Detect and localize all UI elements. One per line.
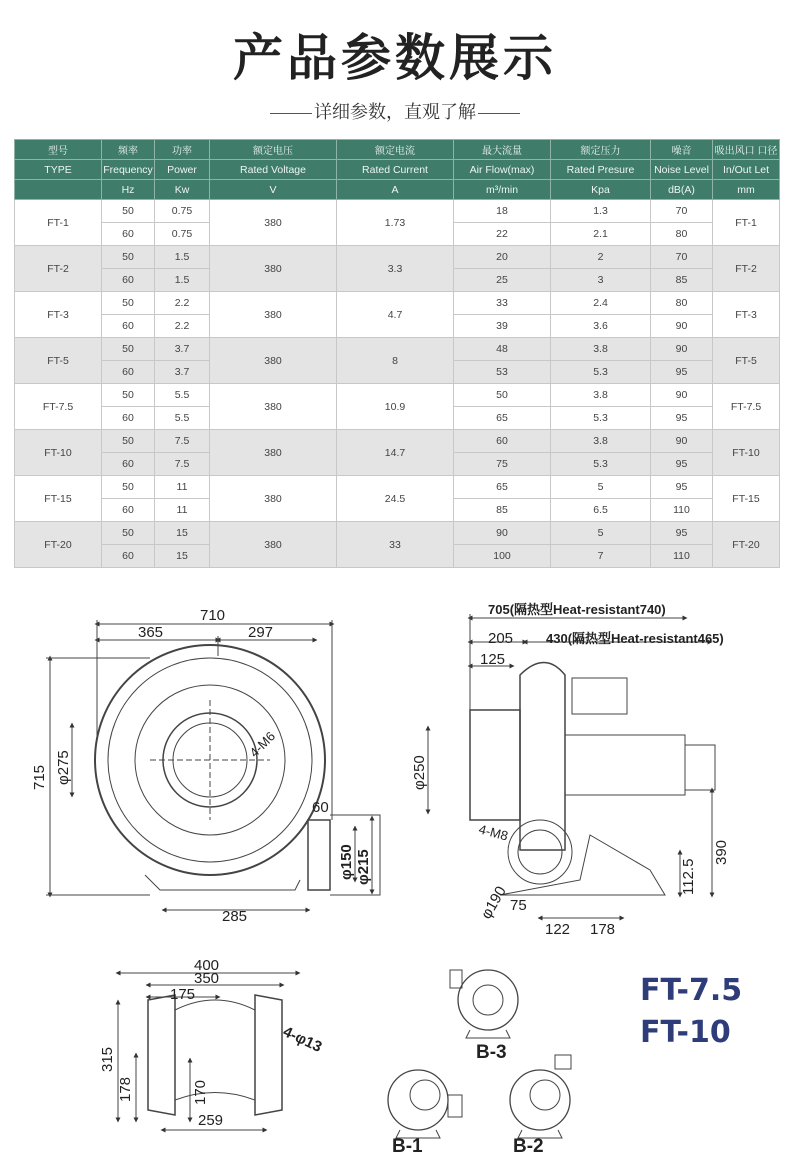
power-cell: 7.5 — [155, 430, 210, 453]
noise-cell: 95 — [651, 361, 713, 384]
spec-table-body — [15, 200, 780, 568]
power-cell: 2.2 — [155, 292, 210, 315]
noise-cell: 95 — [651, 476, 713, 499]
voltage-cell: 380 — [210, 384, 337, 430]
dim-inlet-diameter-side: φ190 — [477, 883, 510, 922]
noise-cell: 90 — [651, 338, 713, 361]
dim-base-bolt: 4-φ13 — [280, 1023, 325, 1056]
dim-hole-spacing: 259 — [198, 1112, 224, 1129]
pressure-cell: 3 — [551, 269, 651, 292]
power-cell: 5.5 — [155, 407, 210, 430]
dim-75: 75 — [510, 897, 527, 914]
header-row-en-cell: In/Out Let — [713, 160, 780, 180]
noise-cell: 95 — [651, 453, 713, 476]
airflow-cell: 25 — [454, 269, 551, 292]
power-cell: 3.7 — [155, 338, 210, 361]
voltage-cell: 380 — [210, 200, 337, 246]
frequency-cell: 50 — [102, 522, 155, 545]
dim-205: 205 — [488, 630, 514, 647]
current-cell: 4.7 — [337, 292, 454, 338]
noise-cell: 90 — [651, 430, 713, 453]
dim-outlet-length: 60 — [312, 799, 329, 816]
airflow-cell: 100 — [454, 545, 551, 568]
noise-cell: 80 — [651, 223, 713, 246]
dim-total-length: 705(隔热型Heat-resistant740) — [488, 602, 666, 617]
spec-table — [14, 139, 780, 568]
frequency-cell: 60 — [102, 269, 155, 292]
frequency-cell: 60 — [102, 223, 155, 246]
dim-right-width: 297 — [248, 624, 274, 641]
airflow-cell: 60 — [454, 430, 551, 453]
power-cell: 15 — [155, 522, 210, 545]
power-cell: 5.5 — [155, 384, 210, 407]
model-type-cell: FT-3 — [15, 292, 102, 338]
header-row-en-cell: Rated Voltage — [210, 160, 337, 180]
header-row-en-cell: Frequency — [102, 160, 155, 180]
dim-overall-width: 710 — [200, 607, 226, 624]
power-cell: 0.75 — [155, 223, 210, 246]
noise-cell: 85 — [651, 269, 713, 292]
outlet-cell: FT-5 — [713, 338, 780, 384]
airflow-cell: 48 — [454, 338, 551, 361]
header-row-cn-cell: 噪音 — [651, 140, 713, 160]
header-row-cn — [15, 140, 780, 160]
model-type-cell: FT-1 — [15, 200, 102, 246]
pressure-cell: 5.3 — [551, 453, 651, 476]
dim-outlet-outer: φ215 — [355, 849, 372, 885]
page-title: 产品参数展示 — [233, 29, 557, 87]
airflow-cell: 90 — [454, 522, 551, 545]
dim-bolt-side: 4-M8 — [477, 821, 510, 844]
pressure-cell: 5 — [551, 476, 651, 499]
noise-cell: 70 — [651, 246, 713, 269]
noise-cell: 70 — [651, 200, 713, 223]
frequency-cell: 60 — [102, 499, 155, 522]
pressure-cell: 2 — [551, 246, 651, 269]
power-cell: 11 — [155, 476, 210, 499]
header-row-en-cell: Air Flow(max) — [454, 160, 551, 180]
pressure-cell: 1.3 — [551, 200, 651, 223]
table-row — [15, 338, 780, 361]
airflow-cell: 50 — [454, 384, 551, 407]
outlet-cell: FT-15 — [713, 476, 780, 522]
dim-outlet-inner: φ150 — [338, 844, 355, 880]
header-row-en-cell: Noise Level — [651, 160, 713, 180]
airflow-cell: 75 — [454, 453, 551, 476]
noise-cell: 95 — [651, 522, 713, 545]
dim-122: 122 — [545, 921, 571, 938]
power-cell: 15 — [155, 545, 210, 568]
frequency-cell: 50 — [102, 338, 155, 361]
header-row-units-cell: Kpa — [551, 180, 651, 200]
noise-cell: 90 — [651, 315, 713, 338]
orientation-b3-drawing — [450, 970, 518, 1038]
pressure-cell: 7 — [551, 545, 651, 568]
airflow-cell: 85 — [454, 499, 551, 522]
header-row-units-cell: Kw — [155, 180, 210, 200]
airflow-cell: 65 — [454, 407, 551, 430]
noise-cell: 110 — [651, 499, 713, 522]
header-row-cn-cell: 最大流量 — [454, 140, 551, 160]
voltage-cell: 380 — [210, 246, 337, 292]
header-row-cn-cell: 吸出风口 口径 — [713, 140, 780, 160]
airflow-cell: 53 — [454, 361, 551, 384]
pressure-cell: 2.1 — [551, 223, 651, 246]
frequency-cell: 60 — [102, 361, 155, 384]
subtitle-dash-right — [478, 113, 520, 114]
header-row-cn-cell: 频率 — [102, 140, 155, 160]
header-row-cn-cell: 额定电流 — [337, 140, 454, 160]
header-row-units-cell: mm — [713, 180, 780, 200]
airflow-cell: 65 — [454, 476, 551, 499]
frequency-cell: 50 — [102, 292, 155, 315]
header-row-en-cell: TYPE — [15, 160, 102, 180]
dim-outlet-diameter-side: φ250 — [411, 755, 428, 790]
dim-bolt-front: 4-M6 — [246, 728, 279, 761]
header-row-cn-cell: 型号 — [15, 140, 102, 160]
current-cell: 24.5 — [337, 476, 454, 522]
dim-base-height: 315 — [99, 1046, 116, 1072]
frequency-cell: 50 — [102, 200, 155, 223]
power-cell: 1.5 — [155, 246, 210, 269]
orientation-label-b2: B-2 — [513, 1136, 544, 1157]
model-type-cell: FT-20 — [15, 522, 102, 568]
header-row-units-cell: m³/min — [454, 180, 551, 200]
airflow-cell: 18 — [454, 200, 551, 223]
model-label-ft75: FT-7.5 — [640, 973, 743, 1008]
header-row-cn-cell: 额定电压 — [210, 140, 337, 160]
table-row — [15, 430, 780, 453]
airflow-cell: 22 — [454, 223, 551, 246]
power-cell: 11 — [155, 499, 210, 522]
subtitle-dash-left — [270, 113, 312, 114]
pressure-cell: 3.8 — [551, 384, 651, 407]
table-row — [15, 522, 780, 545]
current-cell: 10.9 — [337, 384, 454, 430]
frequency-cell: 60 — [102, 407, 155, 430]
power-cell: 2.2 — [155, 315, 210, 338]
model-type-cell: FT-10 — [15, 430, 102, 476]
airflow-cell: 33 — [454, 292, 551, 315]
voltage-cell: 380 — [210, 476, 337, 522]
dim-base-mid: 350 — [194, 970, 220, 987]
power-cell: 1.5 — [155, 269, 210, 292]
model-type-cell: FT-5 — [15, 338, 102, 384]
frequency-cell: 50 — [102, 246, 155, 269]
header-row-units-cell: A — [337, 180, 454, 200]
voltage-cell: 380 — [210, 292, 337, 338]
header-row-en-cell: Rated Presure — [551, 160, 651, 180]
header-row-units-cell: dB(A) — [651, 180, 713, 200]
pressure-cell: 2.4 — [551, 292, 651, 315]
model-label-ft10: FT-10 — [640, 1015, 731, 1050]
table-row — [15, 384, 780, 407]
dim-base-inner-height: 178 — [117, 1076, 134, 1102]
dim-inlet-diameter: φ275 — [55, 750, 72, 785]
page-subtitle — [0, 98, 790, 124]
outlet-cell: FT-1 — [713, 200, 780, 246]
noise-cell: 90 — [651, 384, 713, 407]
current-cell: 14.7 — [337, 430, 454, 476]
header-row-units-cell: Hz — [102, 180, 155, 200]
orientation-label-b3: B-3 — [476, 1042, 507, 1063]
pressure-cell: 3.8 — [551, 338, 651, 361]
pressure-cell: 5.3 — [551, 361, 651, 384]
frequency-cell: 50 — [102, 384, 155, 407]
front-view-drawing — [46, 620, 380, 910]
dim-base-width: 285 — [222, 908, 248, 925]
frequency-cell: 50 — [102, 476, 155, 499]
noise-cell: 95 — [651, 407, 713, 430]
header-row-cn-cell: 功率 — [155, 140, 210, 160]
frequency-cell: 60 — [102, 545, 155, 568]
current-cell: 8 — [337, 338, 454, 384]
pressure-cell: 5 — [551, 522, 651, 545]
orientation-b1-drawing — [388, 1070, 462, 1138]
dim-base-half: 175 — [170, 986, 196, 1003]
header-row-units-cell: V — [210, 180, 337, 200]
pressure-cell: 6.5 — [551, 499, 651, 522]
pressure-cell: 5.3 — [551, 407, 651, 430]
frequency-cell: 50 — [102, 430, 155, 453]
outlet-cell: FT-3 — [713, 292, 780, 338]
current-cell: 3.3 — [337, 246, 454, 292]
header-row-en-cell: Power — [155, 160, 210, 180]
power-cell: 3.7 — [155, 361, 210, 384]
voltage-cell: 380 — [210, 522, 337, 568]
current-cell: 1.73 — [337, 200, 454, 246]
noise-cell: 110 — [651, 545, 713, 568]
voltage-cell: 380 — [210, 430, 337, 476]
dim-center-height: 112.5 — [680, 858, 697, 895]
current-cell: 33 — [337, 522, 454, 568]
model-type-cell: FT-15 — [15, 476, 102, 522]
dim-178: 178 — [590, 921, 616, 938]
header-row-cn-cell: 额定压力 — [551, 140, 651, 160]
power-cell: 7.5 — [155, 453, 210, 476]
subtitle-text: 详细参数，直观了解 — [314, 102, 476, 123]
dim-motor-length: 430(隔热型Heat-resistant465) — [546, 631, 724, 646]
outlet-cell: FT-10 — [713, 430, 780, 476]
base-view-drawing — [118, 973, 298, 1130]
outlet-cell: FT-7.5 — [713, 384, 780, 430]
header-row-en — [15, 160, 780, 180]
table-row — [15, 246, 780, 269]
dim-height: 715 — [31, 764, 48, 790]
dim-left-width: 365 — [138, 624, 164, 641]
voltage-cell: 380 — [210, 338, 337, 384]
airflow-cell: 39 — [454, 315, 551, 338]
header-row-units-cell — [15, 180, 102, 200]
dim-125: 125 — [480, 651, 506, 668]
pressure-cell: 3.8 — [551, 430, 651, 453]
frequency-cell: 60 — [102, 315, 155, 338]
outlet-cell: FT-20 — [713, 522, 780, 568]
dim-base-outer: 400 — [194, 957, 220, 974]
dim-height-side: 390 — [713, 839, 730, 865]
model-type-cell: FT-7.5 — [15, 384, 102, 430]
orientation-label-b1: B-1 — [392, 1136, 423, 1157]
side-view-drawing — [428, 614, 715, 918]
pressure-cell: 3.6 — [551, 315, 651, 338]
noise-cell: 80 — [651, 292, 713, 315]
model-type-cell: FT-2 — [15, 246, 102, 292]
frequency-cell: 60 — [102, 453, 155, 476]
spec-table-header — [15, 140, 780, 200]
table-row — [15, 292, 780, 315]
header-row-units — [15, 180, 780, 200]
table-row — [15, 476, 780, 499]
power-cell: 0.75 — [155, 200, 210, 223]
technical-drawings — [0, 590, 790, 1169]
orientation-b2-drawing — [510, 1055, 571, 1138]
dim-base-center-height: 170 — [192, 1079, 209, 1105]
airflow-cell: 20 — [454, 246, 551, 269]
outlet-cell: FT-2 — [713, 246, 780, 292]
header-row-en-cell: Rated Current — [337, 160, 454, 180]
table-row — [15, 200, 780, 223]
